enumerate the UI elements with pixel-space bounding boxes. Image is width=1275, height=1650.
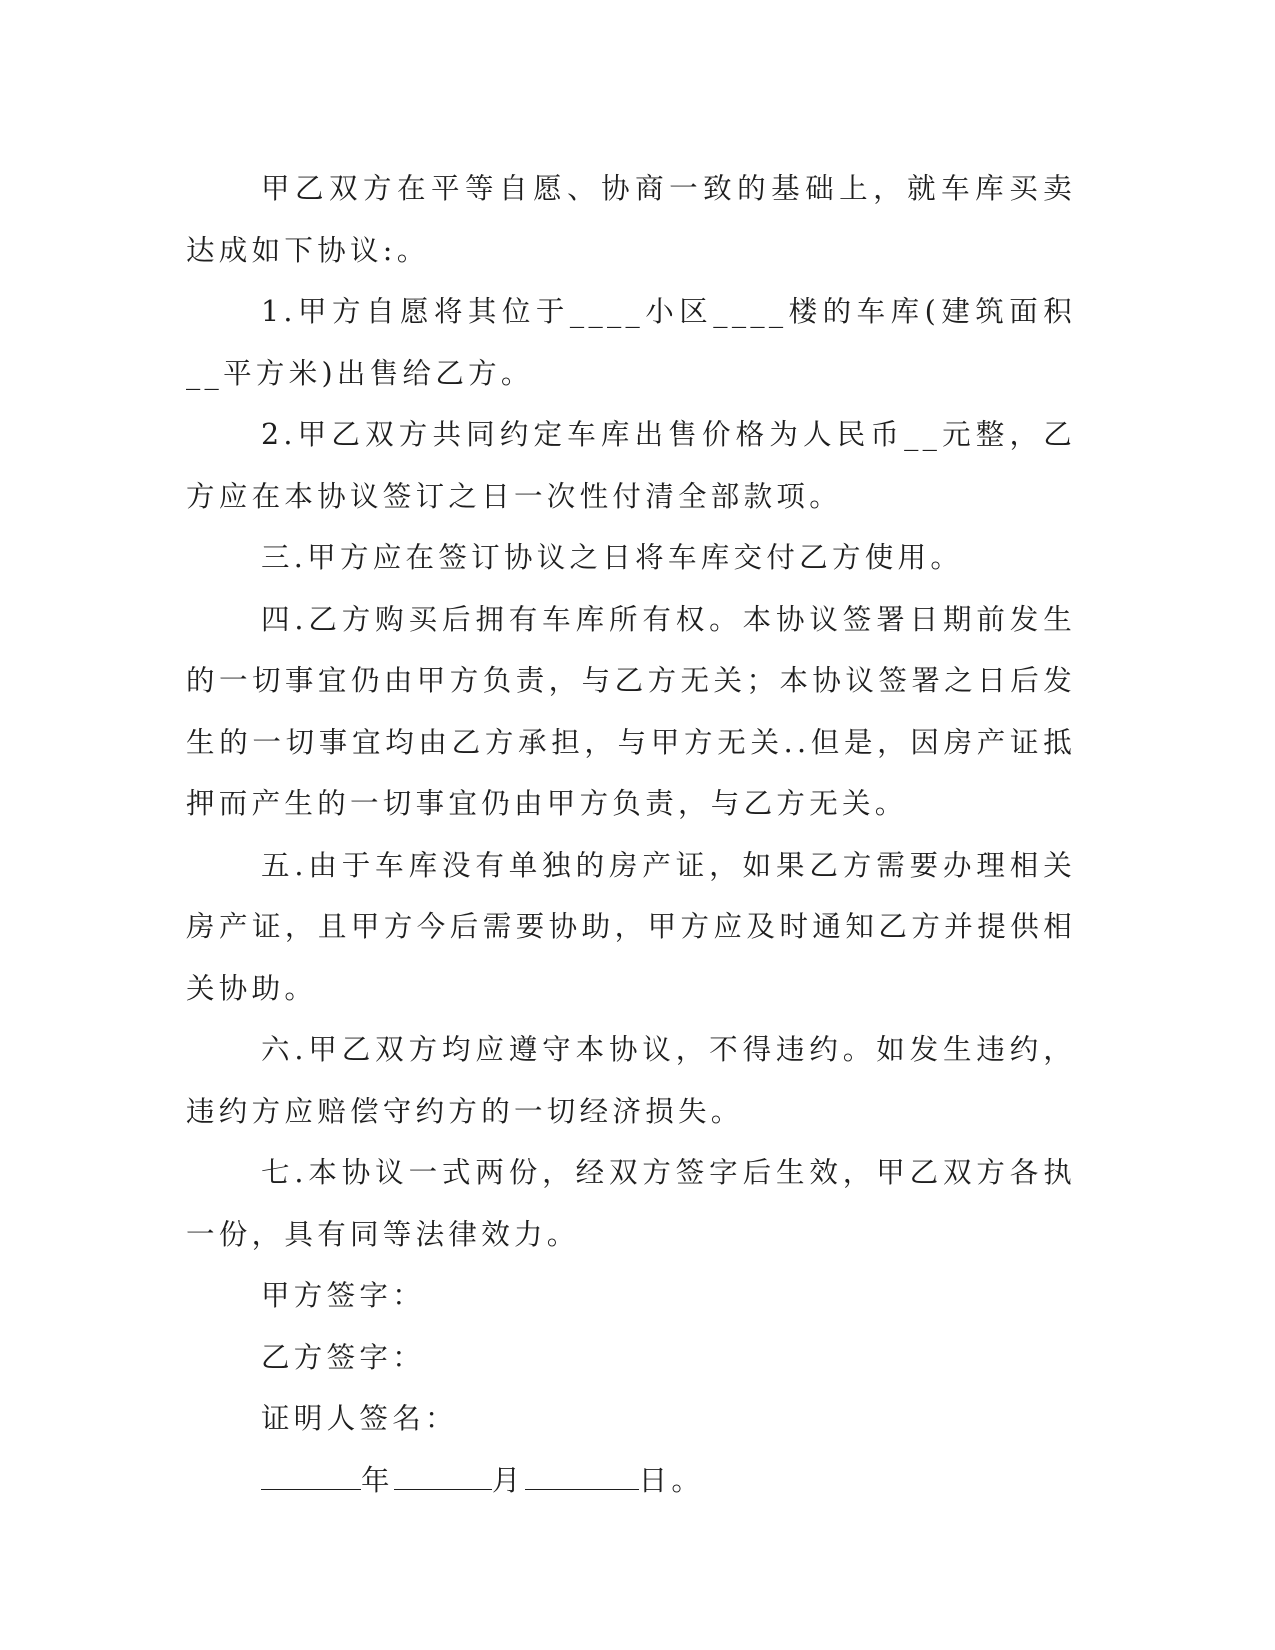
day-blank (525, 1488, 639, 1490)
day-label: 日。 (638, 1463, 705, 1497)
preamble-paragraph: 甲乙双方在平等自愿、协商一致的基础上，就车库买卖达成如下协议:。 (186, 172, 1076, 267)
party-a-signature-label: 甲方签字： (261, 1279, 426, 1312)
month-blank (394, 1488, 492, 1490)
year-blank (261, 1488, 361, 1490)
party-b-signature-label: 乙方签字： (261, 1340, 426, 1374)
clause-5-paragraph: 五.由于车库没有单独的房产证，如果乙方需要办理相关房产证，且甲方今后需要协助，甲方应及时通知乙方并提供相关协助。 (186, 848, 1076, 1005)
document-body (186, 158, 1076, 1511)
date-line (186, 1450, 1076, 1512)
clause-3-paragraph: 三.甲方应在签订协议之日将车库交付乙方使用。 (261, 541, 964, 574)
year-label: 年 (361, 1463, 394, 1497)
clause-2-paragraph: 2.甲乙双方共同约定车库出售价格为人民币__元整，乙方应在本协议签订之日一次性付清全部款项。 (186, 418, 1076, 513)
witness-signature-label: 证明人签名： (261, 1402, 458, 1435)
clause-6-paragraph: 六.甲乙双方均应遵守本协议，不得违约。如发生违约，违约方应赔偿守约方的一切经济损失。 (186, 1033, 1076, 1128)
clause-1-paragraph: 1.甲方自愿将其位于____小区____楼的车库(建筑面积__平方米)出售给乙方。 (186, 295, 1076, 390)
clause-4-paragraph: 四.乙方购买后拥有车库所有权。本协议签署日期前发生的一切事宜仍由甲方负责，与乙方无关；本协议签署之日后发生的一切事宜均由乙方承担，与甲方无关..但是，因房产证抵押而产生的一切事宜仍由甲方负责，与乙方无关。 (186, 602, 1076, 820)
clause-7-paragraph: 七.本协议一式两份，经双方签字后生效，甲乙双方各执一份，具有同等法律效力。 (186, 1156, 1076, 1251)
month-label: 月 (491, 1463, 525, 1497)
